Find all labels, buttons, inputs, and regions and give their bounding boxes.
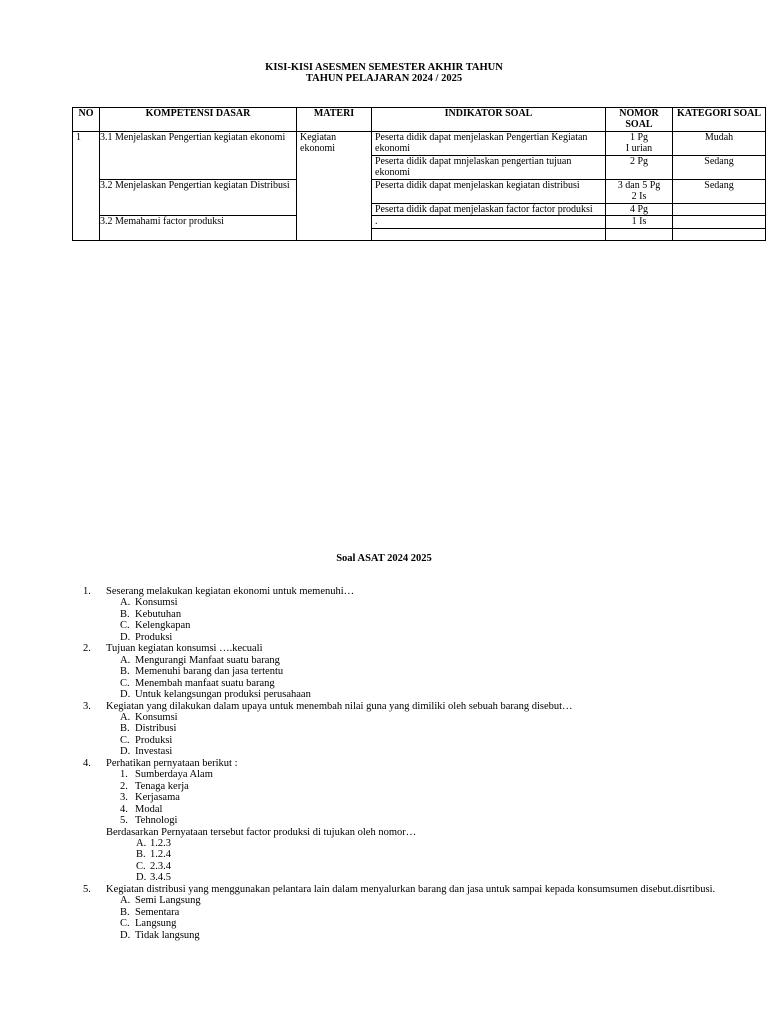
option-text: Semi Langsung [135, 895, 201, 907]
cell-indikator: Peserta didik dapat mnjelaskan pengertian tujuan ekonomi [372, 156, 606, 180]
option-c [72, 620, 752, 631]
statement-2 [72, 781, 752, 792]
option-text: Sementara [135, 906, 180, 918]
option-a [72, 712, 752, 723]
question-4 [72, 758, 752, 769]
option-text: 2.3.4 [150, 860, 171, 872]
option-b [72, 609, 752, 620]
document-title-line1: KISI-KISI ASESMEN SEMESTER AKHIR TAHUN [265, 62, 503, 73]
option-a [72, 597, 752, 608]
option-c [72, 918, 752, 929]
soal-title: Soal ASAT 2024 2025 [336, 553, 432, 564]
question-note: Berdasarkan Pernyataan tersebut factor produksi di tujukan oleh nomor… [106, 826, 417, 838]
table-row [73, 216, 766, 228]
option-b [72, 907, 752, 918]
option-letter: B. [120, 723, 130, 735]
option-b [72, 723, 752, 734]
statement-text: Tenaga kerja [135, 780, 189, 792]
cell-nomor: 1 Pg I urian [606, 132, 673, 156]
header-nomor-soal: NOMOR SOAL [606, 108, 673, 132]
option-letter: C. [120, 677, 130, 689]
question-number: 4. [83, 757, 91, 769]
question-2 [72, 643, 752, 654]
table-row [73, 132, 766, 156]
option-text: Produksi [135, 734, 173, 746]
cell-indikator: Peserta didik dapat menjelaskan Pengertian Kegiatan ekonomi [372, 132, 606, 156]
option-letter: D. [120, 689, 131, 701]
option-text: Distribusi [135, 723, 177, 735]
statement-text: Modal [135, 803, 163, 815]
cell-kd-3: 3.2 Memahami factor produksi [100, 216, 297, 240]
statement-5 [72, 815, 752, 826]
option-text: Langsung [135, 918, 177, 930]
question-5 [72, 884, 752, 895]
option-letter: C. [120, 918, 130, 930]
option-letter: D. [136, 872, 147, 884]
option-d [72, 746, 752, 757]
option-text: Kebutuhan [135, 608, 182, 620]
statement-number: 1. [120, 769, 128, 781]
option-letter: C. [120, 620, 130, 632]
statement-number: 2. [120, 780, 128, 792]
option-text: Konsumsi [135, 597, 178, 609]
option-a [72, 895, 752, 906]
option-a [72, 655, 752, 666]
option-text: Kelengkapan [135, 620, 191, 632]
cell-kd-2: 3.2 Menjelaskan Pengertian kegiatan Distribusi [100, 180, 297, 216]
option-letter: B. [120, 608, 130, 620]
option-d [72, 872, 752, 883]
cell-nomor: 1 Is [606, 216, 673, 228]
option-letter: C. [120, 734, 130, 746]
cell-nomor: 3 dan 5 Pg 2 Is [606, 180, 673, 204]
question-number: 5. [83, 883, 91, 895]
option-c [72, 735, 752, 746]
cell-kategori [673, 204, 766, 216]
option-b [72, 666, 752, 677]
question-text: Kegiatan distribusi yang menggunakan pelantara lain dalam menyalurkan barang dan jasa untuk sampai kepada konsumsumen disebut.disrtibusi. [106, 883, 716, 895]
option-letter: A. [120, 597, 131, 609]
statement-4 [72, 804, 752, 815]
option-letter: B. [120, 666, 130, 678]
option-text: Memenuhi barang dan jasa tertentu [135, 666, 284, 678]
statement-1 [72, 769, 752, 780]
option-d [72, 689, 752, 700]
statement-number: 5. [120, 815, 128, 827]
option-text: Produksi [135, 631, 173, 643]
cell-nomor: 4 Pg [606, 204, 673, 216]
question-number: 2. [83, 643, 91, 655]
header-kategori-soal: KATEGORI SOAL [673, 108, 766, 132]
option-d [72, 930, 752, 941]
question-text: Seserang melakukan kegiatan ekonomi untuk memenuhi… [106, 586, 355, 597]
document-title-line2: TAHUN PELAJARAN 2024 / 2025 [305, 73, 463, 84]
cell-indikator [372, 228, 606, 240]
option-letter: A. [120, 895, 131, 907]
option-text: 1.2.3 [150, 837, 171, 849]
statement-number: 4. [120, 803, 128, 815]
option-letter: D. [120, 929, 131, 941]
question-list [72, 586, 752, 941]
option-letter: A. [136, 837, 147, 849]
option-letter: B. [136, 849, 146, 861]
option-text: Mengurangi Manfaat suatu barang [135, 654, 280, 666]
option-text: Untuk kelangsungan produksi perusahaan [135, 689, 311, 701]
header-materi: MATERI [297, 108, 372, 132]
option-a [72, 838, 752, 849]
kisi-kisi-table [72, 107, 766, 241]
cell-kd-1: 3.1 Menjelaskan Pengertian kegiatan ekonomi [100, 132, 297, 180]
question-number: 3. [83, 700, 91, 712]
option-letter: D. [120, 631, 131, 643]
option-text: 1.2.4 [150, 849, 171, 861]
cell-kategori: Sedang [673, 180, 766, 204]
option-text: Menembah manfaat suatu barang [135, 677, 275, 689]
header-kompetensi-dasar: KOMPETENSI DASAR [100, 108, 297, 132]
option-c [72, 678, 752, 689]
cell-indikator: Peserta didik dapat menjelaskan factor factor produksi [372, 204, 606, 216]
cell-kategori: Sedang [673, 156, 766, 180]
header-indikator-soal: INDIKATOR SOAL [372, 108, 606, 132]
cell-kategori: Mudah [673, 132, 766, 156]
option-text: Tidak langsung [135, 929, 200, 941]
cell-no: 1 [73, 132, 100, 241]
cell-indikator: . [372, 216, 606, 228]
question-text: Perhatikan pernyataan berikut : [106, 757, 238, 769]
question-3 [72, 701, 752, 712]
cell-kategori [673, 216, 766, 228]
option-text: Investasi [135, 746, 173, 758]
statement-text: Sumberdaya Alam [135, 769, 213, 781]
option-letter: D. [120, 746, 131, 758]
option-d [72, 632, 752, 643]
option-letter: A. [120, 711, 131, 723]
statement-text: Kerjasama [135, 792, 180, 804]
option-text: Konsumsi [135, 711, 178, 723]
option-text: 3.4.5 [150, 872, 171, 884]
cell-indikator: Peserta didik dapat menjelaskan kegiatan distribusi [372, 180, 606, 204]
statement-number: 3. [120, 792, 128, 804]
question-number: 1. [83, 586, 91, 597]
statement-3 [72, 792, 752, 803]
option-letter: B. [120, 906, 130, 918]
option-letter: C. [136, 860, 146, 872]
table-header-row [73, 108, 766, 132]
option-letter: A. [120, 654, 131, 666]
cell-nomor [606, 228, 673, 240]
statement-text: Tehnologi [135, 815, 178, 827]
question-text: Kegiatan yang dilakukan dalam upaya untuk menembah nilai guna yang dimiliki oleh sebuah barang disebut… [106, 700, 573, 712]
cell-kategori [673, 228, 766, 240]
question-1 [72, 586, 752, 597]
table-row [73, 180, 766, 204]
cell-nomor: 2 Pg [606, 156, 673, 180]
question-text: Tujuan kegiatan konsumsi ….kecuali [106, 643, 263, 655]
option-c [72, 861, 752, 872]
cell-materi: Kegiatan ekonomi [297, 132, 372, 241]
option-b [72, 849, 752, 860]
header-no: NO [73, 108, 100, 132]
